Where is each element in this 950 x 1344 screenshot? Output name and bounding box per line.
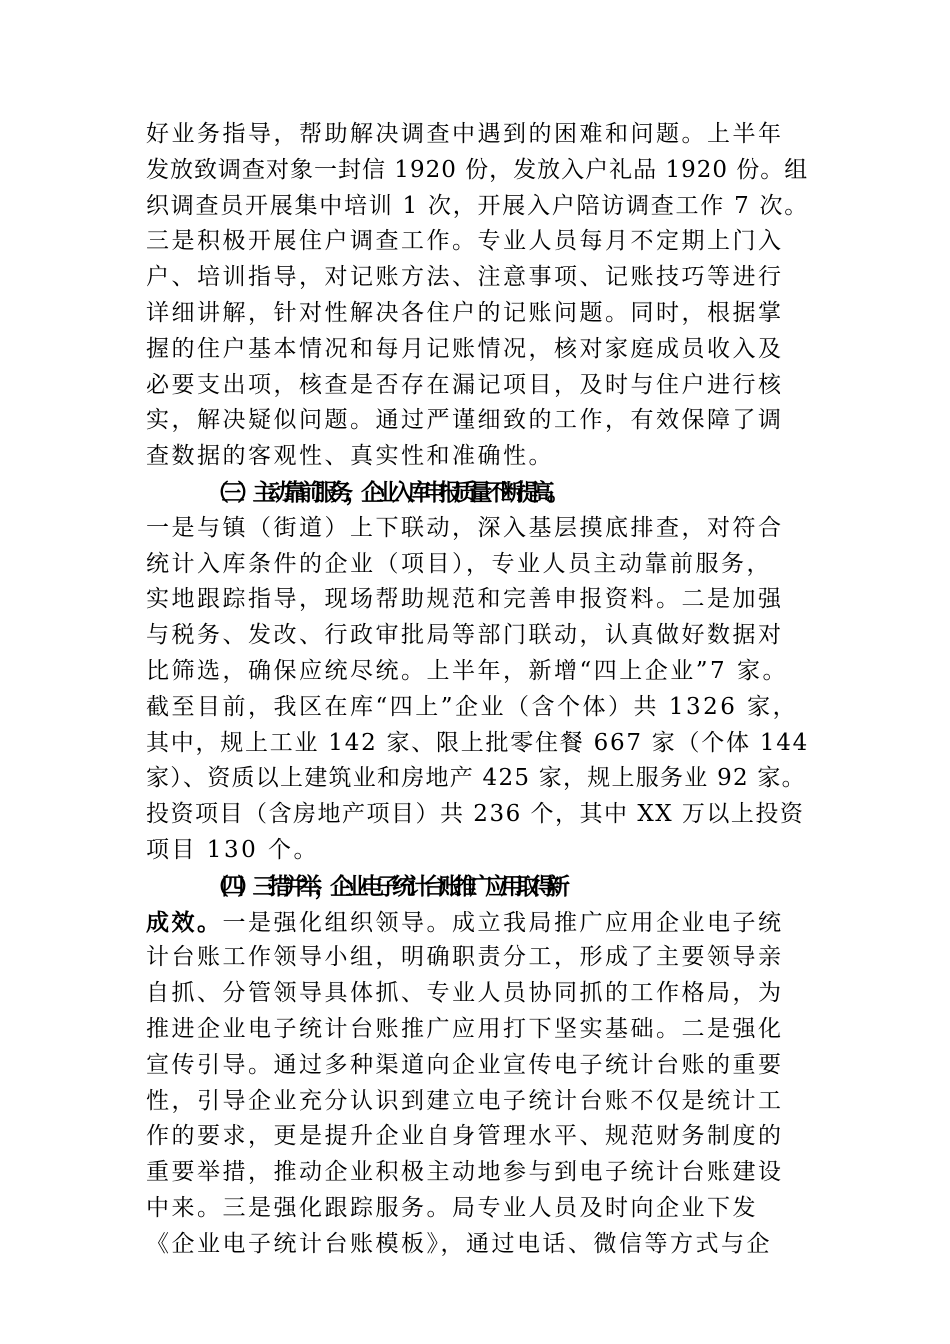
- paragraph-line: 家）、资质以上建筑业和房地产 425 家，规上服务业 92 家。: [146, 765, 806, 792]
- document-body: [146, 117, 810, 1263]
- paragraph-line: 重要举措，推动企业积极主动地参与到电子统计台账建设: [146, 1159, 784, 1186]
- paragraph-line: 实地跟踪指导，现场帮助规范和完善申报资料。二是加强: [146, 586, 784, 613]
- paragraph-line: 织调查员开展集中培训 1 次，开展入户陪访调查工作 7 次。: [146, 192, 810, 219]
- paragraph-line: 比筛选，确保应统尽统。上半年，新增“四上企业”7 家。: [146, 657, 788, 684]
- section-heading-line: （三）主动靠前服务，企业入库申报质量不断提高。: [206, 478, 563, 506]
- paragraph-line: 与税务、发改、行政审批局等部门联动，认真做好数据对: [146, 622, 784, 649]
- paragraph-line: 中来。三是强化跟踪服务。局专业人员及时向企业下发: [146, 1194, 758, 1221]
- paragraph-line: 自抓、分管领导具体抓、专业人员协同抓的工作格局，为: [146, 980, 784, 1007]
- paragraph-line: 作的要求，更是提升企业自身管理水平、规范财务制度的: [146, 1123, 784, 1150]
- paragraph-line: 《企业电子统计台账模板》，通过电话、微信等方式与企: [146, 1230, 772, 1257]
- paragraph-line: 其中，规上工业 142 家、限上批零住餐 667 家（个体 144: [146, 729, 810, 756]
- section-heading-line: （四）三措并举，企业电子统计台账推广应用取得新: [206, 872, 563, 900]
- paragraph-line: 推进企业电子统计台账推广应用打下坚实基础。二是强化: [146, 1015, 784, 1042]
- paragraph-line: 宣传引导。通过多种渠道向企业宣传电子统计台账的重要: [146, 1051, 784, 1078]
- paragraph-line: 统计入库条件的企业（项目），专业人员主动靠前服务，: [146, 550, 772, 577]
- paragraph-line: [146, 905, 810, 941]
- paragraph-line: 实，解决疑似问题。通过严谨细致的工作，有效保障了调: [146, 407, 784, 434]
- paragraph-line: 必要支出项，核查是否存在漏记项目，及时与住户进行核: [146, 371, 784, 398]
- paragraph-line: 截至目前，我区在库“四上”企业（含个体）共 1326 家，: [146, 693, 799, 720]
- paragraph-line: 户、培训指导，对记账方法、注意事项、记账技巧等进行: [146, 264, 784, 291]
- paragraph-line: 项目 130 个。: [146, 836, 320, 863]
- paragraph-line: 握的住户基本情况和每月记账情况，核对家庭成员收入及: [146, 335, 784, 362]
- paragraph-line: 性，引导企业充分认识到建立电子统计台账不仅是统计工: [146, 1087, 784, 1114]
- paragraph-line: 三是积极开展住户调查工作。专业人员每月不定期上门入: [146, 228, 784, 255]
- paragraph-line: 一是与镇（街道）上下联动，深入基层摸底排查，对符合: [146, 514, 784, 541]
- paragraph-line: 好业务指导，帮助解决调查中遇到的困难和问题。上半年: [146, 121, 784, 147]
- paragraph-line: 计台账工作领导小组，明确职责分工，形成了主要领导亲: [146, 944, 784, 971]
- paragraph-line: 详细讲解，针对性解决各住户的记账问题。同时，根据掌: [146, 299, 784, 326]
- line-text: 一是强化组织领导。成立我局推广应用企业电子统: [222, 909, 784, 936]
- section-heading-tail: 成效。: [146, 908, 223, 936]
- paragraph-line: 投资项目（含房地产项目）共 236 个，其中 XX 万以上投资: [146, 801, 805, 828]
- paragraph-line: 查数据的客观性、真实性和准确性。: [146, 443, 554, 470]
- paragraph-line: 发放致调查对象一封信 1920 份，发放入户礼品 1920 份。组: [146, 156, 809, 183]
